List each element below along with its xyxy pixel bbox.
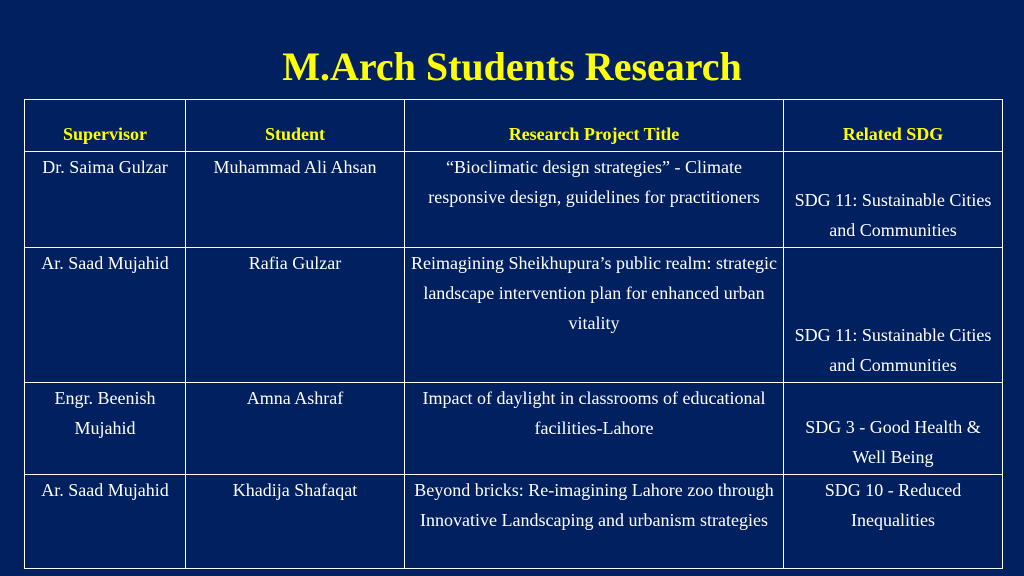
supervisor-cell: Ar. Saad Mujahid (25, 475, 186, 569)
student-cell: Khadija Shafaqat (186, 475, 405, 569)
table-row (25, 383, 1003, 475)
sdg-cell: SDG 10 - Reduced Inequalities (784, 475, 1003, 569)
table-header-row (25, 100, 1003, 152)
research-table (24, 99, 1003, 569)
table-row (25, 475, 1003, 569)
header-research-title: Research Project Title (405, 100, 784, 152)
page-title: M.Arch Students Research (282, 44, 742, 89)
supervisor-cell: Dr. Saima Gulzar (25, 152, 186, 248)
research-title-cell: “Bioclimatic design strategies” - Climate responsive design, guidelines for practitioners (405, 152, 784, 248)
student-cell: Amna Ashraf (186, 383, 405, 475)
sdg-cell: SDG 11: Sustainable Cities and Communities (784, 152, 1003, 248)
table-row (25, 152, 1003, 248)
supervisor-cell: Engr. Beenish Mujahid (25, 383, 186, 475)
supervisor-cell: Ar. Saad Mujahid (25, 248, 186, 383)
student-cell: Muhammad Ali Ahsan (186, 152, 405, 248)
header-related-sdg: Related SDG (784, 100, 1003, 152)
sdg-cell: SDG 11: Sustainable Cities and Communities (784, 248, 1003, 383)
table-row (25, 248, 1003, 383)
sdg-cell: SDG 3 - Good Health & Well Being (784, 383, 1003, 475)
research-title-cell: Beyond bricks: Re-imagining Lahore zoo through Innovative Landscaping and urbanism strategies (405, 475, 784, 569)
research-title-cell: Reimagining Sheikhupura’s public realm: strategic landscape intervention plan for enhanced urban vitality (405, 248, 784, 383)
research-title-cell: Impact of daylight in classrooms of educational facilities-Lahore (405, 383, 784, 475)
header-student: Student (186, 100, 405, 152)
student-cell: Rafia Gulzar (186, 248, 405, 383)
header-supervisor: Supervisor (25, 100, 186, 152)
